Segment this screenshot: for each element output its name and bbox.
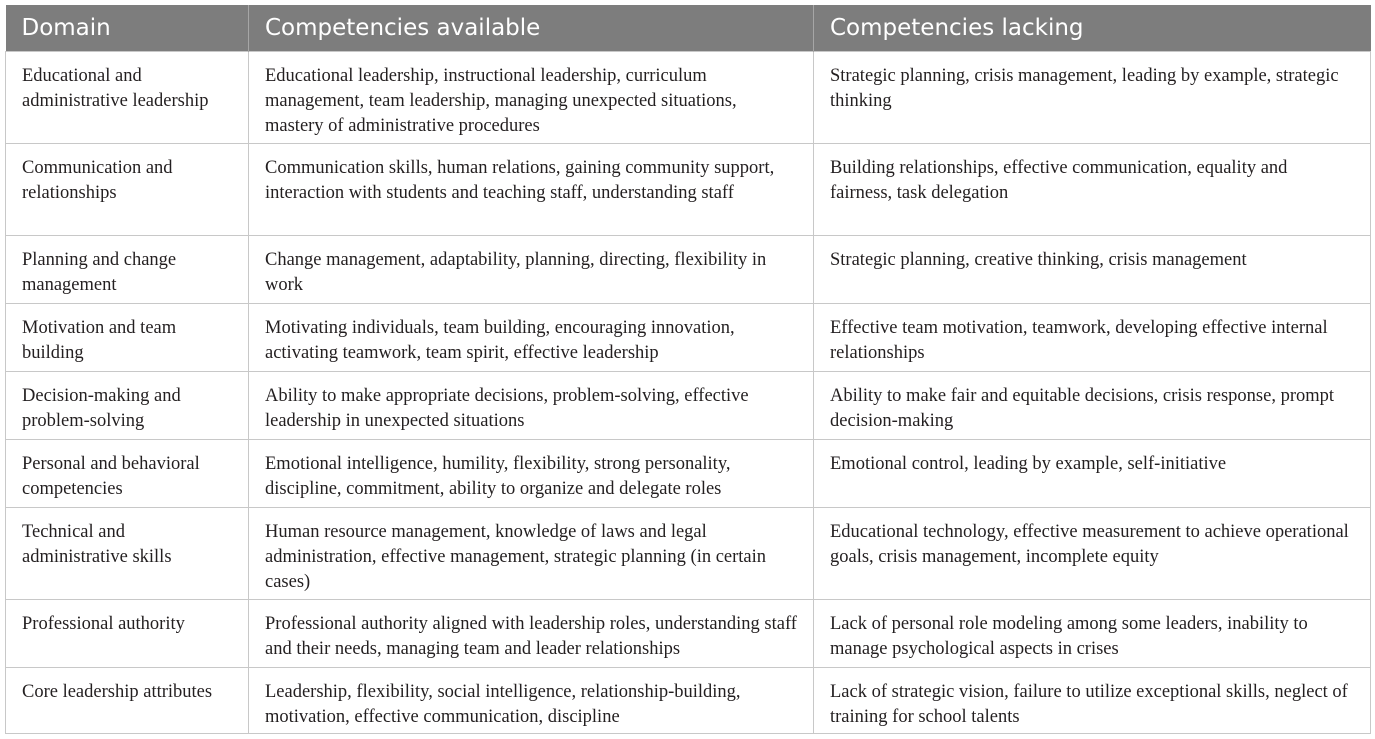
lacking-cell: Effective team motivation, teamwork, developing effective internal relationships: [814, 303, 1371, 371]
table-row: [6, 235, 1371, 303]
table-row: [6, 303, 1371, 371]
lacking-cell: Lack of personal role modeling among some leaders, inability to manage psychological aspects in crises: [814, 599, 1371, 667]
table-header: [6, 5, 1371, 51]
table-row: [6, 143, 1371, 235]
available-cell: Educational leadership, instructional leadership, curriculum management, team leadership, managing unexpected situations, mastery of administrative procedures: [249, 51, 814, 143]
lacking-cell: Educational technology, effective measurement to achieve operational goals, crisis management, incomplete equity: [814, 507, 1371, 599]
domain-cell: Professional authority: [6, 599, 249, 667]
competencies-table: [5, 5, 1371, 734]
lacking-cell: Lack of strategic vision, failure to utilize exceptional skills, neglect of training for school talents: [814, 667, 1371, 733]
header-domain: Domain: [21, 14, 111, 41]
available-cell: Human resource management, knowledge of laws and legal administration, effective management, strategic planning (in certain cases): [249, 507, 814, 599]
header-competencies-available: Competencies available: [249, 5, 814, 51]
domain-cell: Personal and behavioral competencies: [6, 439, 249, 507]
domain-cell: Core leadership attributes: [6, 667, 249, 733]
table-body: [6, 51, 1371, 733]
available-cell: Motivating individuals, team building, encouraging innovation, activating teamwork, team spirit, effective leadership: [249, 303, 814, 371]
domain-cell: Technical and administrative skills: [6, 507, 249, 599]
lacking-cell: Strategic planning, crisis management, leading by example, strategic thinking: [814, 51, 1371, 143]
table-row: [6, 599, 1371, 667]
lacking-cell: Strategic planning, creative thinking, crisis management: [814, 235, 1371, 303]
available-cell: Ability to make appropriate decisions, problem-solving, effective leadership in unexpected situations: [249, 371, 814, 439]
domain-cell: Planning and change management: [6, 235, 249, 303]
header-row: [6, 5, 1371, 51]
lacking-cell: Emotional control, leading by example, self-initiative: [814, 439, 1371, 507]
domain-cell: Decision-making and problem-solving: [6, 371, 249, 439]
table-row: [6, 371, 1371, 439]
table-row: [6, 507, 1371, 599]
table-row: [6, 667, 1371, 733]
table-row: [6, 439, 1371, 507]
header-competencies-lacking: Competencies lacking: [814, 5, 1371, 51]
available-cell: Emotional intelligence, humility, flexibility, strong personality, discipline, commitment, ability to organize and delegate roles: [249, 439, 814, 507]
available-cell: Change management, adaptability, planning, directing, flexibility in work: [249, 235, 814, 303]
domain-cell: Motivation and team building: [6, 303, 249, 371]
lacking-cell: Building relationships, effective communication, equality and fairness, task delegation: [814, 143, 1371, 235]
available-cell: Professional authority aligned with leadership roles, understanding staff and their needs, managing team and leader relationships: [249, 599, 814, 667]
available-cell: Leadership, flexibility, social intelligence, relationship-building, motivation, effective communication, discipline: [249, 667, 814, 733]
table-row: [6, 51, 1371, 143]
domain-cell: Educational and administrative leadership: [6, 51, 249, 143]
lacking-cell: Ability to make fair and equitable decisions, crisis response, prompt decision-making: [814, 371, 1371, 439]
available-cell: Communication skills, human relations, gaining community support, interaction with students and teaching staff, understanding staff: [249, 143, 814, 235]
domain-cell: Communication and relationships: [6, 143, 249, 235]
